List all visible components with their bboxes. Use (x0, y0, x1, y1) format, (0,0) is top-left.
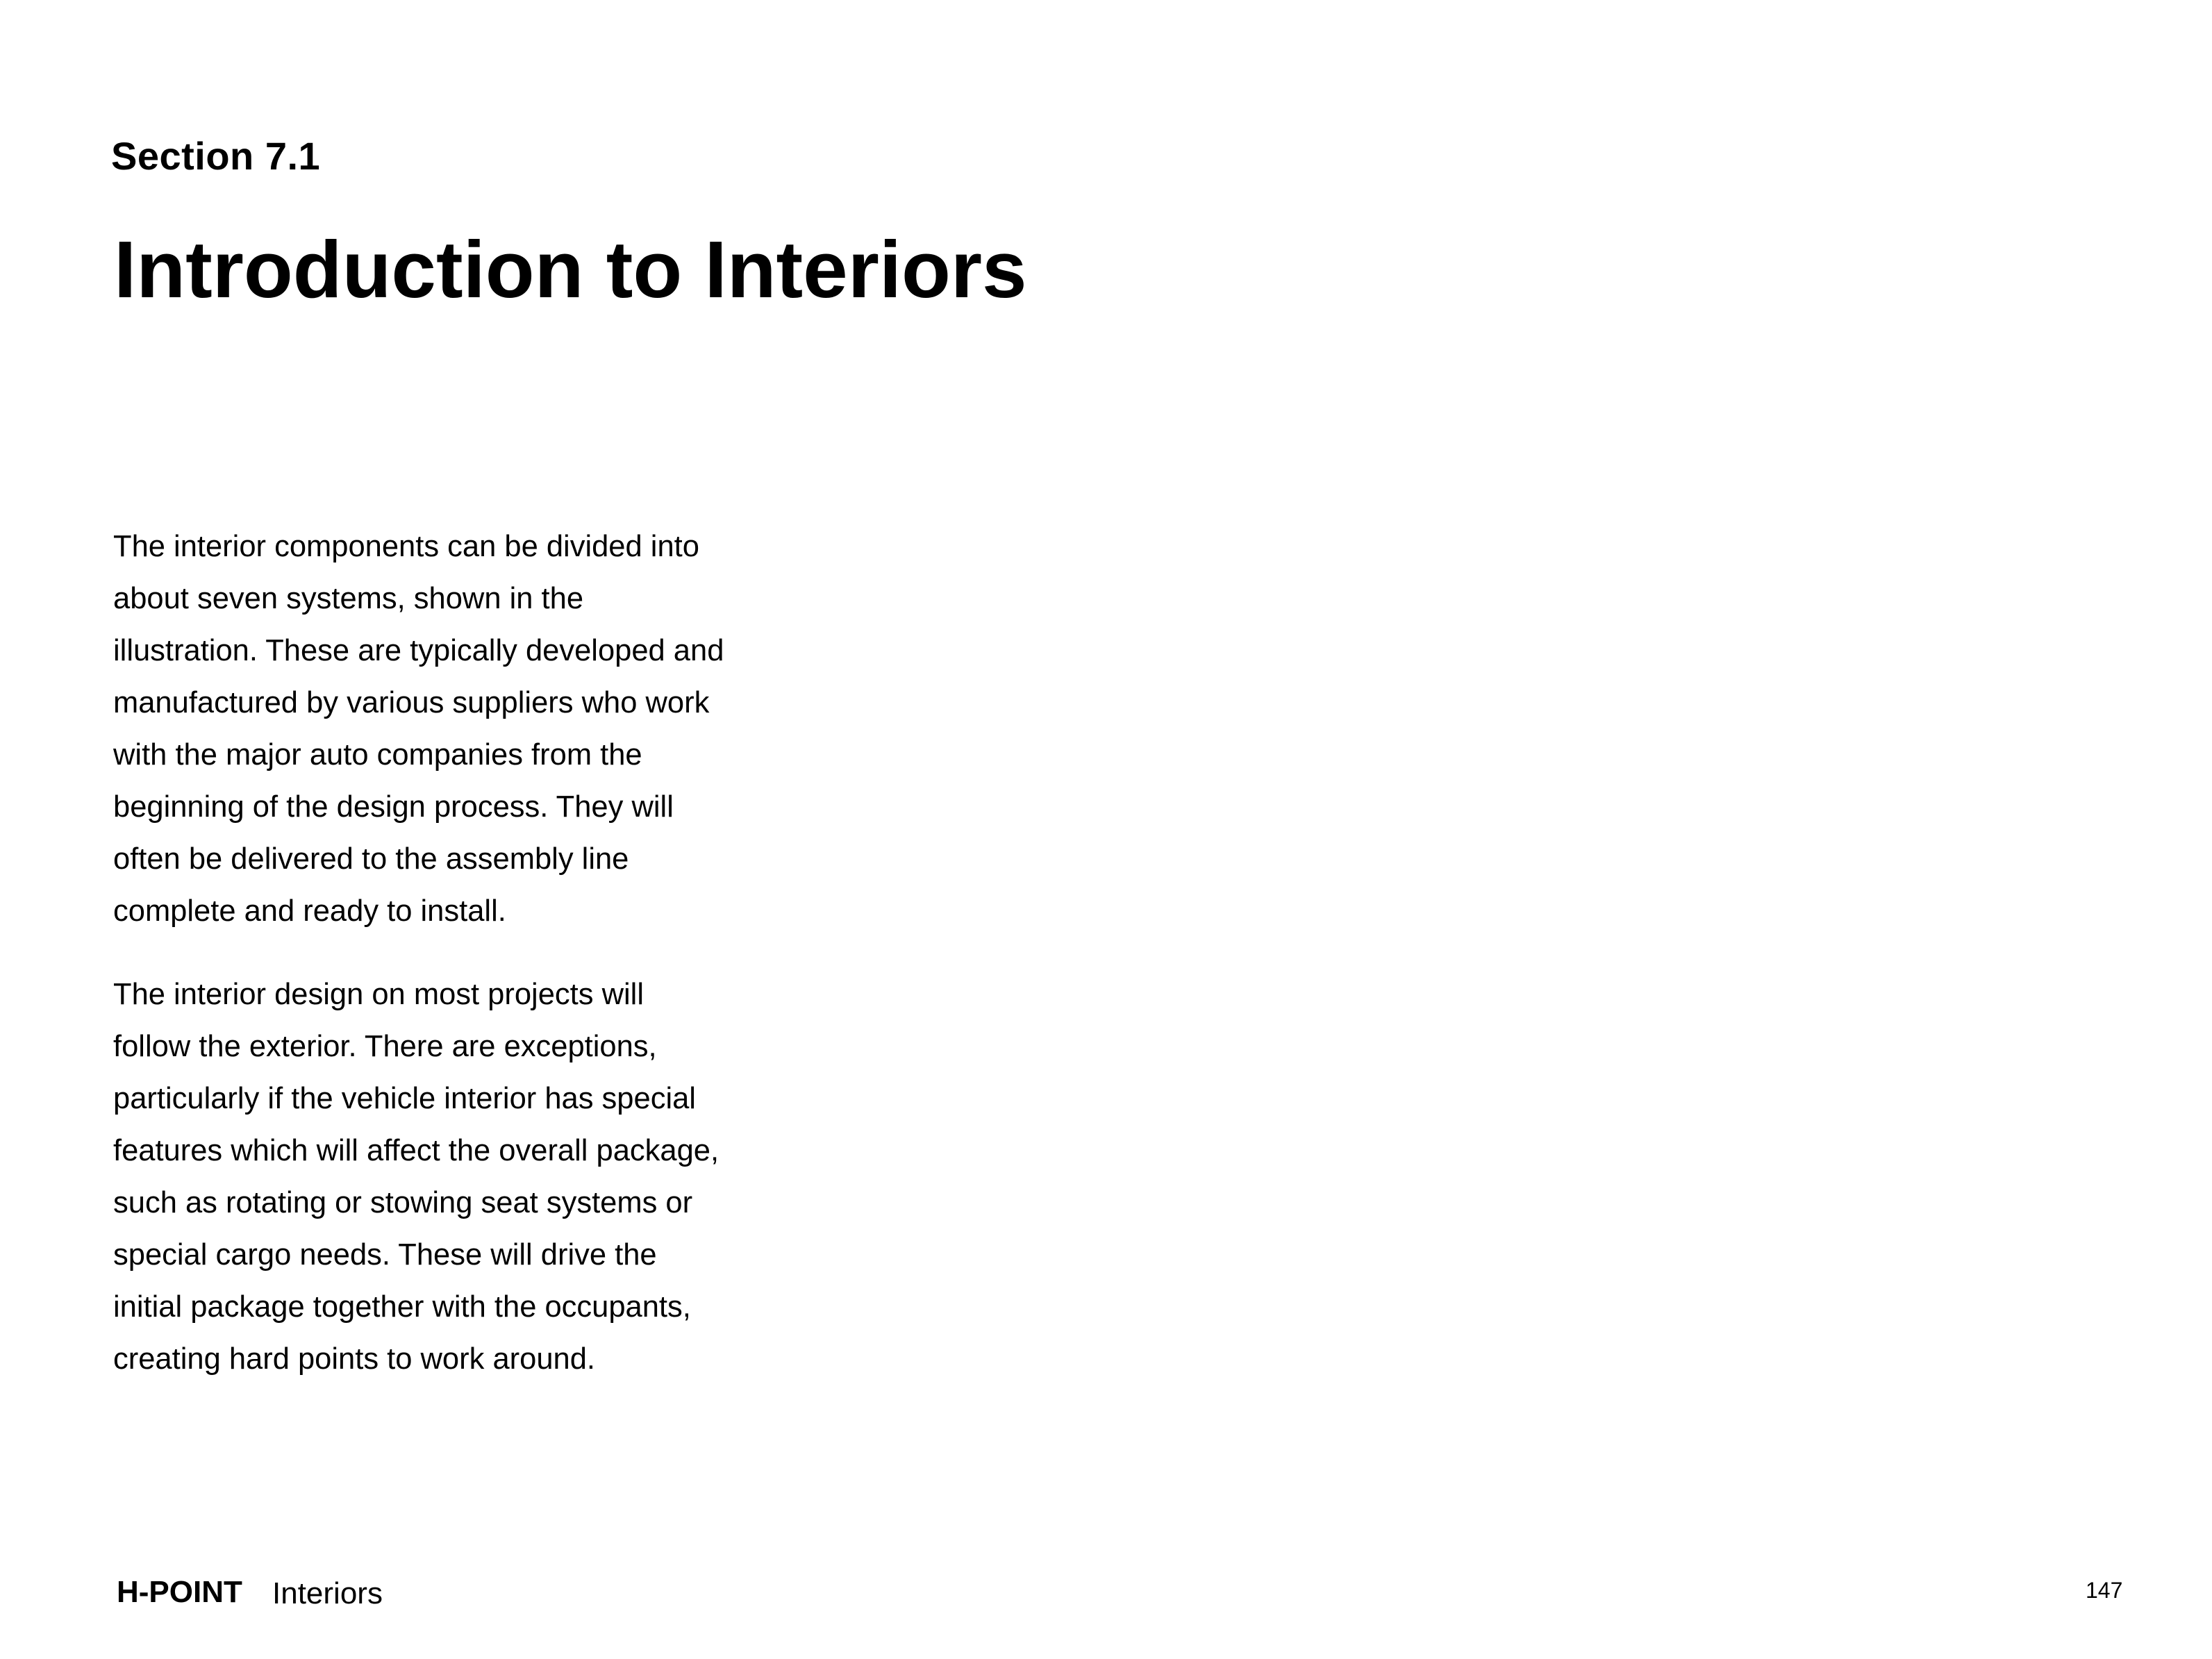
text-line: with the major auto companies from the (113, 738, 642, 772)
footer-section-name: Interiors (272, 1576, 383, 1610)
text-line: special cargo needs. These will drive the (113, 1238, 657, 1272)
body-text (113, 521, 808, 1417)
text-line: often be delivered to the assembly line (113, 842, 629, 876)
section-label: Section 7.1 (111, 134, 321, 178)
text-line: features which will affect the overall package, (113, 1134, 720, 1167)
text-line: illustration. These are typically developed and (113, 634, 724, 667)
page-title: Introduction to Interiors (114, 224, 1027, 315)
footer-brand: H-POINT (117, 1575, 242, 1609)
text-line: creating hard points to work around. (113, 1342, 595, 1376)
text-line: initial package together with the occupants, (113, 1290, 691, 1324)
text-line: such as rotating or stowing seat systems or (113, 1186, 693, 1219)
text-line: follow the exterior. There are exceptions, (113, 1030, 657, 1063)
paragraph-1 (113, 521, 808, 937)
text-line: particularly if the vehicle interior has special (113, 1082, 696, 1115)
text-line: The interior design on most projects will (113, 978, 644, 1011)
text-line: complete and ready to install. (113, 894, 506, 928)
text-line: manufactured by various suppliers who work (113, 686, 710, 719)
paragraph-2 (113, 969, 808, 1385)
text-line: The interior components can be divided into (113, 530, 699, 563)
text-line: beginning of the design process. They will (113, 790, 674, 824)
page-number: 147 (2086, 1578, 2123, 1603)
text-line: about seven systems, shown in the (113, 582, 584, 615)
